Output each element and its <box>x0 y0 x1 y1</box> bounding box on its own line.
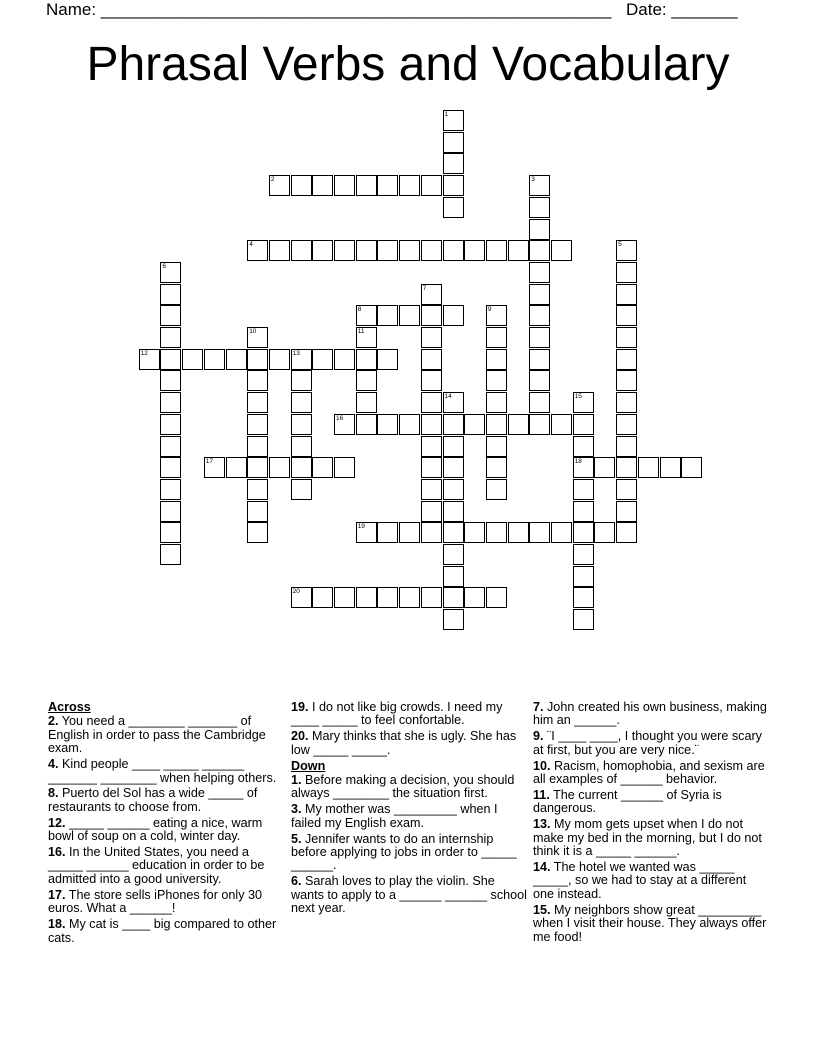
grid-cell[interactable] <box>551 414 572 435</box>
clue-text: The hotel we wanted was _____ _____, so we had to stay at a different one instead. <box>533 859 747 901</box>
grid-cell[interactable] <box>291 240 312 261</box>
grid-cell[interactable] <box>356 305 377 326</box>
clue-number: 1. <box>291 773 302 788</box>
clue-text: ¨I ____ ____, I thought you were scary at first, but you are very nice.¨ <box>533 729 762 757</box>
grid-cell[interactable] <box>616 436 637 457</box>
grid-cell[interactable] <box>508 240 529 261</box>
grid-cell[interactable] <box>464 587 485 608</box>
grid-cell[interactable] <box>616 370 637 391</box>
across-clue-list-continued <box>291 701 527 757</box>
clue-number: 1 <box>444 111 449 118</box>
grid-cell[interactable] <box>443 240 464 261</box>
grid-cell[interactable] <box>160 262 181 283</box>
grid-cell[interactable] <box>443 609 464 630</box>
clue-text: Jennifer wants to do an internship before applying to jobs in order to _____ ______. <box>291 831 517 873</box>
clue-number: 12 <box>140 349 148 357</box>
clue-number: 19. <box>291 700 309 714</box>
grid-cell[interactable] <box>551 240 572 261</box>
clue-number: 11. <box>533 787 550 802</box>
clue-number: 13 <box>292 349 300 357</box>
clue-number: 6 <box>162 262 167 270</box>
grid-cell[interactable] <box>291 479 312 500</box>
grid-cell[interactable] <box>204 457 225 478</box>
grid-cell[interactable] <box>616 284 637 305</box>
grid-cell[interactable] <box>269 349 290 370</box>
down-heading: Down <box>291 758 326 773</box>
clue-text: The store sells iPhones for only 30 euros. What a ______! <box>48 887 262 916</box>
clue-number: 10 <box>249 328 257 335</box>
grid-cell[interactable] <box>291 587 312 608</box>
grid-cell[interactable] <box>486 327 507 348</box>
grid-cell[interactable] <box>616 240 637 261</box>
clue-number: 14. <box>533 859 551 874</box>
grid-cell[interactable] <box>291 414 312 435</box>
grid-cell[interactable] <box>616 262 637 283</box>
clue-number: 11 <box>357 328 365 335</box>
down-clue-list <box>291 774 527 916</box>
grid-cell[interactable] <box>443 544 464 565</box>
clue <box>48 846 284 886</box>
grid-cell[interactable] <box>464 522 485 543</box>
grid-cell[interactable] <box>443 479 464 500</box>
grid-cell[interactable] <box>573 544 594 565</box>
clue-number: 14 <box>444 393 452 401</box>
clue-number: 18 <box>574 458 582 466</box>
grid-cell[interactable] <box>421 587 442 608</box>
grid-cell[interactable] <box>377 349 398 370</box>
grid-cell[interactable] <box>160 349 181 370</box>
grid-cell[interactable] <box>529 197 550 218</box>
grid-cell[interactable] <box>421 392 442 413</box>
grid-cell[interactable] <box>681 457 702 478</box>
clue <box>48 918 284 945</box>
grid-cell[interactable] <box>399 587 420 608</box>
clue <box>533 701 769 728</box>
clues-column-1 <box>48 701 284 947</box>
clue-text: My mom gets upset when I do not make my bed in the morning, but I do not think it is a _____ ______. <box>533 817 762 859</box>
clue-text: My cat is ____ big compared to other cats. <box>48 917 277 945</box>
clue-number: 4 <box>249 241 253 249</box>
clue-text: Before making a decision, you should always ________ the situation first. <box>291 773 515 801</box>
clue <box>533 904 769 944</box>
name-field-label: Name: ______________________________________________________ <box>46 0 612 19</box>
grid-cell[interactable] <box>334 587 355 608</box>
grid-cell[interactable] <box>443 566 464 587</box>
grid-cell[interactable] <box>421 175 442 196</box>
clue-number: 2 <box>270 176 275 184</box>
grid-cell[interactable] <box>573 609 594 630</box>
grid-cell[interactable] <box>443 457 464 478</box>
clue-number: 15. <box>533 902 551 917</box>
grid-cell[interactable] <box>226 457 247 478</box>
across-clue-list <box>48 715 284 945</box>
grid-cell[interactable] <box>616 349 637 370</box>
grid-cell[interactable] <box>334 414 355 435</box>
grid-cell[interactable] <box>594 522 615 543</box>
grid-cell[interactable] <box>616 479 637 500</box>
clue-text: My mother was _________ when I failed my English exam. <box>291 802 498 830</box>
grid-cell[interactable] <box>529 349 550 370</box>
grid-cell[interactable] <box>529 305 550 326</box>
clue-number: 20 <box>292 588 300 596</box>
clue-number: 16. <box>48 845 66 860</box>
grid-cell[interactable] <box>421 327 442 348</box>
down-clue-list-continued <box>533 701 769 944</box>
grid-cell[interactable] <box>421 457 442 478</box>
grid-cell[interactable] <box>247 349 268 370</box>
grid-cell[interactable] <box>421 305 442 326</box>
clue-number: 15 <box>574 393 582 401</box>
grid-cell[interactable] <box>508 414 529 435</box>
clue <box>48 787 284 814</box>
clue-text: My neighbors show great _________ when I visit their house. They always offer me food! <box>533 902 767 944</box>
grid-cell[interactable] <box>660 457 681 478</box>
grid-cell[interactable] <box>529 414 550 435</box>
grid-cell[interactable] <box>421 479 442 500</box>
clue-number: 6. <box>291 874 302 889</box>
grid-cell[interactable] <box>160 392 181 413</box>
clue-number: 4. <box>48 757 59 772</box>
grid-cell[interactable] <box>616 501 637 522</box>
grid-cell[interactable] <box>443 414 464 435</box>
clue <box>291 875 527 915</box>
grid-cell[interactable] <box>291 392 312 413</box>
grid-cell[interactable] <box>160 501 181 522</box>
grid-cell[interactable] <box>160 284 181 305</box>
grid-cell[interactable] <box>421 414 442 435</box>
clue <box>291 701 527 728</box>
clue-number: 7. <box>533 700 544 714</box>
date-field-label: Date: _______ <box>626 0 738 19</box>
clue-number: 17. <box>48 887 66 902</box>
grid-cell[interactable] <box>421 436 442 457</box>
clue-number: 9 <box>487 306 492 314</box>
grid-cell[interactable] <box>291 370 312 391</box>
grid-cell[interactable] <box>312 349 333 370</box>
grid-cell[interactable] <box>486 522 507 543</box>
grid-cell[interactable] <box>464 240 485 261</box>
clue <box>291 833 527 873</box>
grid-cell[interactable] <box>269 175 290 196</box>
clue-number: 17 <box>205 458 214 466</box>
grid-cell[interactable] <box>377 522 398 543</box>
grid-cell[interactable] <box>573 392 594 413</box>
clue-text: Mary thinks that she is ugly. She has low _____ _____. <box>291 729 517 757</box>
clue-number: 7 <box>422 284 427 292</box>
grid-cell[interactable] <box>182 349 203 370</box>
grid-cell[interactable] <box>486 370 507 391</box>
grid-cell[interactable] <box>269 457 290 478</box>
grid-cell[interactable] <box>486 587 507 608</box>
clue <box>291 730 527 757</box>
clue-text: Kind people ____ _____ ______ _______ ________ when helping others. <box>48 757 277 785</box>
clue-number: 10. <box>533 758 551 773</box>
across-heading: Across <box>48 700 91 714</box>
grid-cell[interactable] <box>573 479 594 500</box>
grid-cell[interactable] <box>356 370 377 391</box>
grid-cell[interactable] <box>616 392 637 413</box>
grid-cell[interactable] <box>291 175 312 196</box>
grid-cell[interactable] <box>486 392 507 413</box>
grid-cell[interactable] <box>421 349 442 370</box>
grid-cell[interactable] <box>356 414 377 435</box>
grid-cell[interactable] <box>421 240 442 261</box>
grid-cell[interactable] <box>247 414 268 435</box>
clue-number: 9. <box>533 729 544 744</box>
grid-cell[interactable] <box>160 479 181 500</box>
grid-cell[interactable] <box>356 392 377 413</box>
clue-text: I do not like big crowds. I need my ____ _____ to feel confortable. <box>291 700 503 728</box>
clue-text: Puerto del Sol has a wide _____ of restaurants to choose from. <box>48 786 258 814</box>
grid-cell[interactable] <box>616 457 637 478</box>
clue-number: 8 <box>357 306 362 314</box>
grid-cell[interactable] <box>486 349 507 370</box>
clue-text: The current ______ of Syria is dangerous. <box>533 787 722 816</box>
grid-cell[interactable] <box>247 501 268 522</box>
clue-text: In the United States, you need a _____ ______ education in order to be admitted into a good university. <box>48 845 265 886</box>
grid-cell[interactable] <box>247 370 268 391</box>
grid-cell[interactable] <box>160 522 181 543</box>
grid-cell[interactable] <box>443 175 464 196</box>
clue <box>533 730 769 757</box>
clue-text: _____ ______ eating a nice, warm bowl of soup on a cold, winter day. <box>48 815 263 844</box>
grid-cell[interactable] <box>139 349 160 370</box>
grid-cell[interactable] <box>247 392 268 413</box>
grid-cell[interactable] <box>421 522 442 543</box>
grid-cell[interactable] <box>464 414 485 435</box>
grid-cell[interactable] <box>312 457 333 478</box>
grid-cell[interactable] <box>160 327 181 348</box>
clue-number: 3 <box>531 176 535 184</box>
grid-cell[interactable] <box>356 240 377 261</box>
grid-cell[interactable] <box>443 153 464 174</box>
grid-cell[interactable] <box>443 305 464 326</box>
grid-cell[interactable] <box>247 457 268 478</box>
grid-cell[interactable] <box>421 501 442 522</box>
clue-number: 18. <box>48 917 66 932</box>
grid-cell[interactable] <box>443 197 464 218</box>
page-title: Phrasal Verbs and Vocabulary <box>86 38 730 91</box>
grid-cell[interactable] <box>529 262 550 283</box>
grid-cell[interactable] <box>334 457 355 478</box>
clue <box>533 818 769 858</box>
grid-cell[interactable] <box>356 522 377 543</box>
grid-cell[interactable] <box>421 370 442 391</box>
grid-cell[interactable] <box>334 240 355 261</box>
grid-cell[interactable] <box>594 457 615 478</box>
grid-cell[interactable] <box>312 175 333 196</box>
grid-cell[interactable] <box>312 240 333 261</box>
grid-cell[interactable] <box>334 175 355 196</box>
clue-number: 3. <box>291 802 302 817</box>
grid-cell[interactable] <box>160 544 181 565</box>
grid-cell[interactable] <box>377 414 398 435</box>
grid-cell[interactable] <box>443 110 464 131</box>
grid-cell[interactable] <box>616 522 637 543</box>
clue-text: John created his own business, making him an ______. <box>533 700 767 728</box>
clue-text: Racism, homophobia, and sexism are all examples of ______ behavior. <box>533 758 765 787</box>
clue-number: 5. <box>291 831 302 846</box>
grid-cell[interactable] <box>356 349 377 370</box>
grid-cell[interactable] <box>399 305 420 326</box>
clues-column-3 <box>533 701 769 946</box>
clue <box>48 817 284 844</box>
grid-cell[interactable] <box>334 349 355 370</box>
clue-number: 19 <box>357 523 365 531</box>
grid-cell[interactable] <box>486 414 507 435</box>
grid-cell[interactable] <box>486 457 507 478</box>
grid-cell[interactable] <box>529 522 550 543</box>
clue-number: 5 <box>618 241 622 249</box>
grid-cell[interactable] <box>508 522 529 543</box>
grid-cell[interactable] <box>356 175 377 196</box>
grid-cell[interactable] <box>529 327 550 348</box>
clue <box>48 889 284 916</box>
grid-cell[interactable] <box>573 436 594 457</box>
grid-cell[interactable] <box>616 414 637 435</box>
clue <box>48 758 284 785</box>
grid-cell[interactable] <box>443 436 464 457</box>
grid-cell[interactable] <box>486 436 507 457</box>
grid-cell[interactable] <box>443 522 464 543</box>
clues-column-2 <box>291 701 527 918</box>
grid-cell[interactable] <box>573 414 594 435</box>
grid-cell[interactable] <box>226 349 247 370</box>
grid-cell[interactable] <box>573 566 594 587</box>
grid-cell[interactable] <box>377 175 398 196</box>
grid-cell[interactable] <box>573 522 594 543</box>
grid-cell[interactable] <box>529 284 550 305</box>
grid-cell[interactable] <box>247 522 268 543</box>
grid-cell[interactable] <box>399 414 420 435</box>
clue <box>533 760 769 787</box>
clue-number: 12. <box>48 815 66 830</box>
grid-cell[interactable] <box>529 370 550 391</box>
grid-cell[interactable] <box>551 522 572 543</box>
grid-cell[interactable] <box>160 305 181 326</box>
clue-number: 2. <box>48 714 59 729</box>
grid-cell[interactable] <box>421 284 442 305</box>
clue <box>48 715 284 755</box>
grid-cell[interactable] <box>247 436 268 457</box>
grid-cell[interactable] <box>486 305 507 326</box>
grid-cell[interactable] <box>160 414 181 435</box>
grid-cell[interactable] <box>377 587 398 608</box>
grid-cell[interactable] <box>377 305 398 326</box>
grid-cell[interactable] <box>399 522 420 543</box>
grid-cell[interactable] <box>443 132 464 153</box>
clue <box>533 789 769 816</box>
grid-cell[interactable] <box>638 457 659 478</box>
grid-cell[interactable] <box>247 327 268 348</box>
grid-cell[interactable] <box>204 349 225 370</box>
grid-cell[interactable] <box>291 436 312 457</box>
grid-cell[interactable] <box>529 240 550 261</box>
clue-number: 16 <box>336 414 344 422</box>
clue-text: Sarah loves to play the violin. She wants to apply to a ______ ______ school next year. <box>291 874 527 916</box>
grid-cell[interactable] <box>443 392 464 413</box>
grid-cell[interactable] <box>399 175 420 196</box>
grid-cell[interactable] <box>377 240 398 261</box>
grid-cell[interactable] <box>443 587 464 608</box>
grid-cell[interactable] <box>247 479 268 500</box>
clue <box>533 861 769 901</box>
clue-text: You need a ________ _______ of English in order to pass the Cambridge exam. <box>48 714 266 756</box>
grid-cell[interactable] <box>291 349 312 370</box>
clue <box>291 774 527 801</box>
grid-cell[interactable] <box>486 240 507 261</box>
grid-cell[interactable] <box>399 240 420 261</box>
grid-cell[interactable] <box>616 305 637 326</box>
grid-cell[interactable] <box>269 240 290 261</box>
clue-number: 8. <box>48 786 59 801</box>
grid-cell[interactable] <box>247 240 268 261</box>
grid-cell[interactable] <box>529 175 550 196</box>
grid-cell[interactable] <box>486 479 507 500</box>
grid-cell[interactable] <box>312 587 333 608</box>
clue-number: 13. <box>533 817 551 832</box>
grid-cell[interactable] <box>160 436 181 457</box>
grid-cell[interactable] <box>573 587 594 608</box>
grid-cell[interactable] <box>356 327 377 348</box>
clue <box>291 803 527 830</box>
clue-number: 20. <box>291 729 309 744</box>
grid-cell[interactable] <box>573 501 594 522</box>
grid-cell[interactable] <box>529 219 550 240</box>
grid-cell[interactable] <box>573 457 594 478</box>
grid-cell[interactable] <box>160 457 181 478</box>
grid-cell[interactable] <box>356 587 377 608</box>
grid-cell[interactable] <box>291 457 312 478</box>
grid-cell[interactable] <box>616 327 637 348</box>
grid-cell[interactable] <box>443 501 464 522</box>
grid-cell[interactable] <box>529 392 550 413</box>
grid-cell[interactable] <box>160 370 181 391</box>
